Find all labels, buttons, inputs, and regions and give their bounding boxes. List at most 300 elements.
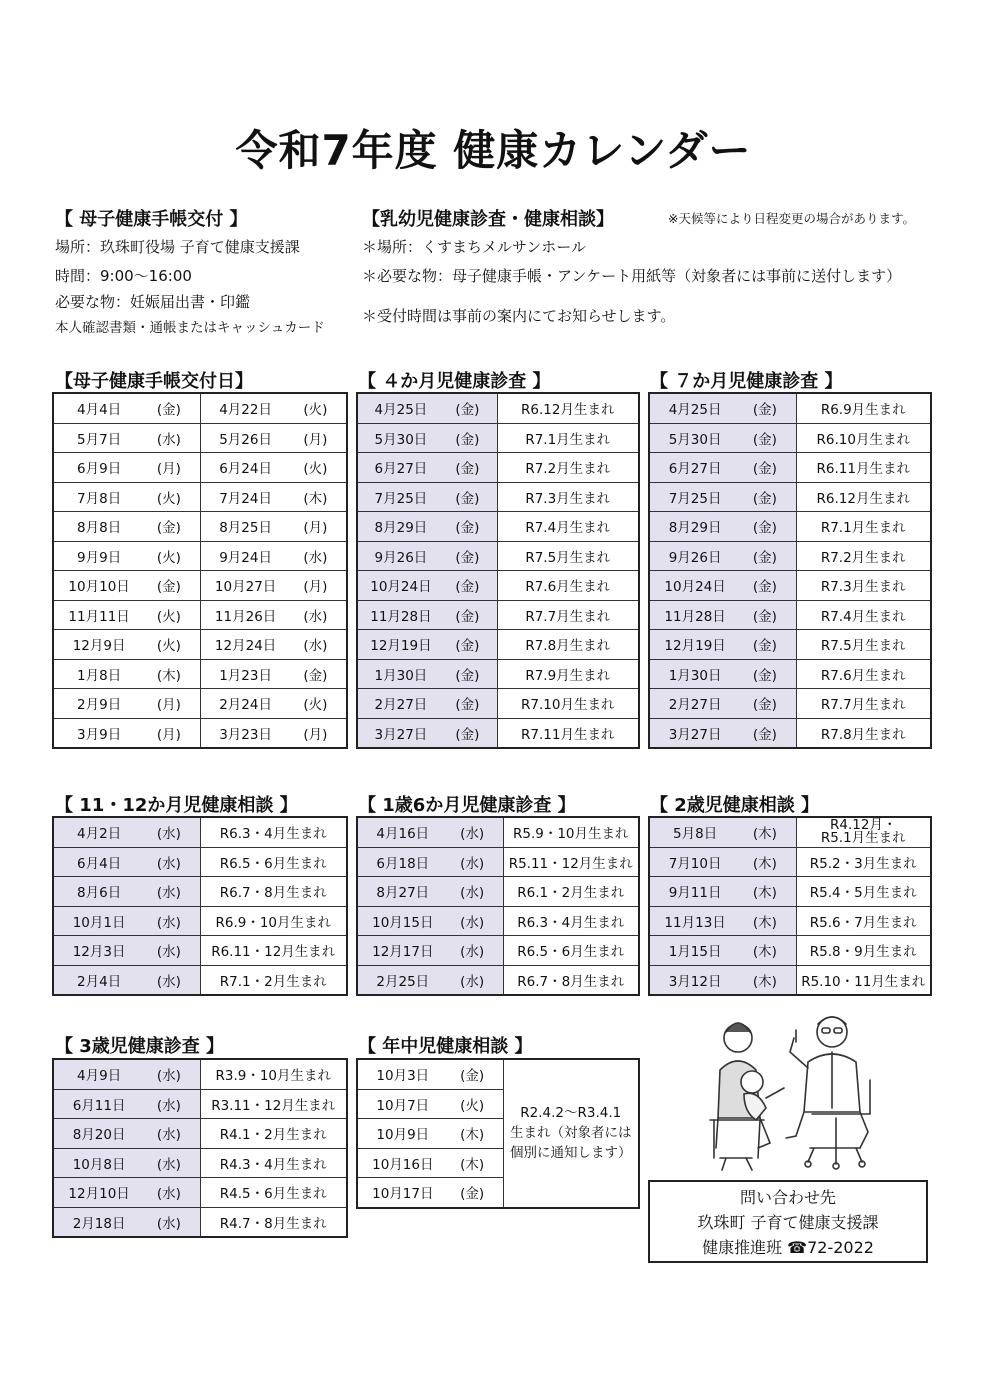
date-cell	[53, 393, 200, 423]
weekday: (金)	[303, 667, 328, 684]
weekday: (金)	[455, 549, 480, 566]
date-cell	[649, 817, 796, 847]
date: 2月9日	[77, 697, 122, 714]
date-cell	[649, 423, 796, 453]
birth-cell: R4.3・4月生まれ	[200, 1148, 347, 1178]
date-cell	[357, 541, 497, 571]
koufubi-table	[52, 392, 348, 749]
date: 1月23日	[219, 667, 272, 684]
weekday: (金)	[455, 697, 480, 714]
date: 3月27日	[668, 726, 722, 743]
birth-cell: R5.8・9月生まれ	[796, 936, 931, 966]
m1112-heading: 【 11・12か月児健康相談 】	[55, 795, 298, 816]
date-cell	[200, 393, 347, 423]
table-row	[357, 453, 639, 483]
table-row	[649, 423, 931, 453]
date-cell	[200, 453, 347, 483]
date-cell	[53, 600, 200, 630]
table-row	[53, 817, 347, 847]
date-cell	[357, 1059, 503, 1089]
date-cell	[53, 1059, 200, 1089]
weekday: (金)	[752, 667, 777, 684]
date-cell	[357, 600, 497, 630]
weekday: (金)	[752, 638, 777, 655]
weekday: (月)	[303, 579, 328, 596]
date: 7月24日	[219, 490, 272, 507]
weekday: (木)	[752, 826, 777, 843]
birth-cell	[796, 817, 931, 847]
weekday: (金)	[752, 490, 777, 507]
birth-line: R4.12月・	[830, 817, 897, 834]
nyuyoji-reception: ＊受付時間は事前の案内にてお知らせします。	[362, 307, 676, 325]
date-cell	[649, 630, 796, 660]
birth-cell: R6.1・2月生まれ	[503, 877, 639, 907]
date-cell	[649, 571, 796, 601]
weekday: (木)	[303, 490, 328, 507]
date-cell	[357, 847, 503, 877]
nyuyoji-heading: 【乳幼児健康診査・健康相談】	[362, 209, 614, 230]
date-cell	[357, 512, 497, 542]
birth-cell: R6.3・4月生まれ	[503, 906, 639, 936]
table-row	[357, 600, 639, 630]
date: 5月30日	[374, 431, 428, 448]
date: 12月19日	[664, 638, 726, 655]
date: 4月4日	[77, 402, 122, 419]
date-cell	[200, 659, 347, 689]
date-cell	[357, 482, 497, 512]
weekday: (月)	[303, 726, 328, 743]
weekday: (水)	[156, 826, 181, 843]
contact-department: 玖珠町 子育て健康支援課	[697, 1213, 879, 1232]
table-row	[357, 689, 639, 719]
weekday: (金)	[455, 667, 480, 684]
table-row	[649, 512, 931, 542]
weekday: (火)	[156, 608, 181, 625]
date-cell	[53, 1178, 200, 1208]
date-cell	[357, 817, 503, 847]
weekday: (水)	[303, 549, 328, 566]
date: 9月24日	[219, 549, 272, 566]
date-cell	[649, 512, 796, 542]
table-row	[649, 630, 931, 660]
date-cell	[649, 936, 796, 966]
weekday: (水)	[156, 855, 181, 872]
date: 4月25日	[374, 402, 428, 419]
table-row	[53, 630, 347, 660]
birth-cell: R7.6月生まれ	[796, 659, 931, 689]
date-cell	[200, 482, 347, 512]
weekday: (水)	[303, 638, 328, 655]
m7-table	[648, 392, 932, 749]
nyuyoji-needs: ＊必要な物：母子健康手帳・アンケート用紙等（対象者には事前に送付します）	[362, 267, 902, 285]
table-row	[357, 393, 639, 423]
weekday: (金)	[455, 431, 480, 448]
weekday: (金)	[752, 579, 777, 596]
birth-cell: R6.11月生まれ	[796, 453, 931, 483]
weekday: (金)	[752, 549, 777, 566]
date-cell	[53, 936, 200, 966]
weekday: (水)	[460, 826, 485, 843]
birth-cell: R6.3・4月生まれ	[200, 817, 347, 847]
birth-cell: R7.2月生まれ	[796, 541, 931, 571]
date-cell	[53, 847, 200, 877]
date: 11月26日	[214, 608, 277, 625]
date-cell	[53, 877, 200, 907]
birth-line: R5.1月生まれ	[820, 830, 906, 847]
date-cell	[53, 965, 200, 995]
date: 1月8日	[77, 667, 122, 684]
weekday: (木)	[156, 667, 181, 684]
weekday: (金)	[455, 402, 480, 419]
date-cell	[53, 906, 200, 936]
date: 3月12日	[668, 973, 722, 990]
date: 10月15日	[372, 914, 434, 931]
date: 7月10日	[668, 855, 722, 872]
date: 6月4日	[77, 855, 122, 872]
weekday: (月)	[303, 431, 328, 448]
boshi-time: 時間：9:00～16:00	[55, 267, 192, 285]
date: 4月2日	[77, 826, 122, 843]
table-row	[357, 906, 639, 936]
date-cell	[53, 482, 200, 512]
m4-table	[356, 392, 640, 749]
table-row	[649, 877, 931, 907]
date: 6月24日	[219, 461, 272, 478]
date-cell	[53, 817, 200, 847]
date-cell	[357, 718, 497, 748]
m1112-table	[52, 816, 348, 996]
y1m6-table	[356, 816, 640, 996]
weekday: (金)	[156, 579, 181, 596]
date-cell	[357, 1178, 503, 1208]
date-cell	[649, 906, 796, 936]
table-row	[53, 512, 347, 542]
table-row	[649, 847, 931, 877]
weekday: (木)	[752, 855, 777, 872]
date: 11月28日	[664, 608, 726, 625]
table-row	[357, 965, 639, 995]
table-row	[53, 423, 347, 453]
date: 3月27日	[374, 726, 428, 743]
birth-cell: R7.8月生まれ	[497, 630, 639, 660]
table-row	[53, 571, 347, 601]
date: 8月8日	[77, 520, 122, 537]
date: 11月11日	[68, 608, 130, 625]
date-cell	[649, 453, 796, 483]
birth-cell: R6.7・8月生まれ	[503, 965, 639, 995]
date: 10月24日	[370, 579, 432, 596]
date-cell	[357, 659, 497, 689]
date-cell	[200, 512, 347, 542]
date-cell	[357, 936, 503, 966]
date-cell	[53, 659, 200, 689]
birth-cell: R7.4月生まれ	[796, 600, 931, 630]
birth-cell: R6.10月生まれ	[796, 423, 931, 453]
date: 6月18日	[376, 855, 430, 872]
table-row	[53, 718, 347, 748]
weekday: (水)	[156, 914, 181, 931]
table-row	[53, 393, 347, 423]
birth-cell: R7.3月生まれ	[497, 482, 639, 512]
weekday: (金)	[455, 726, 480, 743]
date-cell	[357, 571, 497, 601]
nenchu-table	[356, 1058, 640, 1209]
date-cell	[649, 718, 796, 748]
date-cell	[200, 423, 347, 453]
date: 2月18日	[72, 1215, 126, 1232]
date: 5月26日	[219, 431, 272, 448]
weekday: (金)	[752, 726, 777, 743]
date-cell	[53, 512, 200, 542]
birth-cell: R7.6月生まれ	[497, 571, 639, 601]
birth-cell: R7.7月生まれ	[796, 689, 931, 719]
date: 12月24日	[214, 638, 277, 655]
date-cell	[649, 877, 796, 907]
weekday: (金)	[455, 638, 480, 655]
date: 4月22日	[219, 402, 272, 419]
date: 10月24日	[664, 579, 726, 596]
weekday: (木)	[752, 973, 777, 990]
date-cell	[357, 689, 497, 719]
y3-table	[52, 1058, 348, 1238]
weekday: (水)	[303, 608, 328, 625]
nenchu-heading: 【 年中児健康相談 】	[358, 1036, 533, 1057]
date-cell	[200, 571, 347, 601]
table-row	[649, 453, 931, 483]
date-cell	[357, 630, 497, 660]
date: 9月26日	[374, 549, 428, 566]
date-cell	[649, 482, 796, 512]
weekday: (水)	[156, 1215, 181, 1232]
date-cell	[649, 541, 796, 571]
date: 3月23日	[219, 726, 272, 743]
table-row	[649, 817, 931, 847]
birth-cell: R5.9・10月生まれ	[503, 817, 639, 847]
birth-cell: R7.8月生まれ	[796, 718, 931, 748]
table-row	[357, 847, 639, 877]
weekday: (水)	[156, 1097, 181, 1114]
weekday: (金)	[752, 520, 777, 537]
date: 4月25日	[668, 402, 722, 419]
date: 8月6日	[77, 885, 122, 902]
weekday: (月)	[156, 726, 181, 743]
date: 2月25日	[376, 973, 430, 990]
boshi-place: 場所：玖珠町役場 子育て健康支援課	[55, 238, 300, 256]
date-cell	[53, 541, 200, 571]
birth-cell: R4.5・6月生まれ	[200, 1178, 347, 1208]
weekday: (水)	[156, 431, 181, 448]
m4-heading: 【 ４か月児健康診査 】	[358, 371, 551, 392]
table-row	[357, 1059, 639, 1089]
date: 3月9日	[77, 726, 122, 743]
birth-cell: R6.12月生まれ	[497, 393, 639, 423]
weekday: (金)	[752, 608, 777, 625]
date-cell	[357, 1119, 503, 1149]
weekday: (水)	[460, 944, 485, 961]
birth-cell: R7.1月生まれ	[796, 512, 931, 542]
date: 12月10日	[68, 1186, 130, 1203]
table-row	[357, 423, 639, 453]
table-row	[649, 906, 931, 936]
date: 7月8日	[77, 490, 122, 507]
y2-table	[648, 816, 932, 996]
date-cell	[649, 600, 796, 630]
contact-heading: 問い合わせ先	[739, 1188, 836, 1207]
birth-cell: R7.4月生まれ	[497, 512, 639, 542]
birth-cell: R7.7月生まれ	[497, 600, 639, 630]
birth-cell: R5.4・5月生まれ	[796, 877, 931, 907]
weekday: (金)	[752, 461, 777, 478]
birth-cell: R3.11・12月生まれ	[200, 1089, 347, 1119]
date: 11月13日	[664, 914, 726, 931]
weekday: (木)	[460, 1156, 485, 1173]
date-cell	[53, 571, 200, 601]
table-row	[53, 1089, 347, 1119]
schedule-change-note: ※天候等により日程変更の場合があります。	[668, 211, 915, 226]
birth-cell: R7.5月生まれ	[796, 630, 931, 660]
weekday: (月)	[156, 461, 181, 478]
weekday: (水)	[156, 1186, 181, 1203]
date: 5月7日	[77, 431, 122, 448]
date: 11月28日	[370, 608, 432, 625]
date: 1月15日	[668, 944, 722, 961]
weekday: (金)	[752, 697, 777, 714]
weekday: (火)	[156, 549, 181, 566]
weekday: (木)	[460, 1127, 485, 1144]
table-row	[357, 936, 639, 966]
date-cell	[357, 877, 503, 907]
birth-cell: R7.1・2月生まれ	[200, 965, 347, 995]
date: 12月3日	[72, 944, 126, 961]
y2-heading: 【 2歳児健康相談 】	[650, 795, 820, 816]
date: 12月9日	[72, 638, 126, 655]
date-cell	[357, 965, 503, 995]
date: 6月27日	[374, 461, 428, 478]
date: 2月4日	[77, 973, 122, 990]
date-cell	[53, 1148, 200, 1178]
table-row	[53, 877, 347, 907]
date: 1月30日	[668, 667, 722, 684]
page-title: 令和7年度 健康カレンダー	[235, 126, 752, 175]
date: 10月7日	[376, 1097, 430, 1114]
birth-cell: R7.1月生まれ	[497, 423, 639, 453]
date-cell	[53, 1119, 200, 1149]
date: 7月25日	[374, 490, 428, 507]
date-cell	[649, 659, 796, 689]
birth-cell: R3.9・10月生まれ	[200, 1059, 347, 1089]
date-cell	[357, 1089, 503, 1119]
date: 6月27日	[668, 461, 722, 478]
table-row	[53, 659, 347, 689]
date-cell	[200, 689, 347, 719]
date: 10月16日	[372, 1156, 434, 1173]
table-row	[53, 1207, 347, 1237]
table-row	[649, 600, 931, 630]
date-cell	[649, 393, 796, 423]
weekday: (水)	[156, 973, 181, 990]
target-line: R2.4.2～R3.4.1	[520, 1105, 622, 1122]
weekday: (水)	[156, 944, 181, 961]
birth-cell: R6.7・8月生まれ	[200, 877, 347, 907]
weekday: (木)	[752, 914, 777, 931]
y3-heading: 【 3歳児健康診査 】	[55, 1036, 225, 1057]
table-row	[53, 541, 347, 571]
table-row	[53, 847, 347, 877]
birth-cell: R6.9月生まれ	[796, 393, 931, 423]
table-row	[357, 541, 639, 571]
koufubi-heading: 【母子健康手帳交付日】	[55, 371, 253, 392]
birth-cell: R6.5・6月生まれ	[200, 847, 347, 877]
date-cell	[53, 453, 200, 483]
weekday: (水)	[460, 973, 485, 990]
date: 4月9日	[77, 1068, 122, 1085]
birth-cell: R4.1・2月生まれ	[200, 1119, 347, 1149]
weekday: (金)	[455, 608, 480, 625]
table-row	[53, 1148, 347, 1178]
date: 10月17日	[372, 1186, 434, 1203]
date-cell	[357, 393, 497, 423]
table-row	[649, 571, 931, 601]
date: 9月26日	[668, 549, 722, 566]
table-row	[357, 482, 639, 512]
weekday: (火)	[460, 1097, 485, 1114]
birth-cell: R4.7・8月生まれ	[200, 1207, 347, 1237]
boshi-needs-2: 本人確認書類・通帳またはキャッシュカード	[55, 320, 325, 336]
table-row	[53, 965, 347, 995]
m7-heading: 【 ７か月児健康診査 】	[650, 371, 843, 392]
boshi-needs: 必要な物：妊娠届出書・印鑑	[55, 293, 251, 311]
date-cell	[357, 906, 503, 936]
date: 4月16日	[376, 826, 430, 843]
weekday: (火)	[303, 461, 328, 478]
table-row	[53, 936, 347, 966]
table-row	[357, 512, 639, 542]
date: 9月11日	[668, 885, 722, 902]
weekday: (金)	[460, 1068, 485, 1085]
date: 5月8日	[673, 826, 718, 843]
contact-phone: 健康推進班 ☎72-2022	[702, 1238, 874, 1257]
weekday: (金)	[455, 461, 480, 478]
date: 12月19日	[370, 638, 432, 655]
table-row	[357, 571, 639, 601]
table-row	[53, 482, 347, 512]
weekday: (水)	[460, 914, 485, 931]
nyuyoji-place: ＊場所：くすまちメルサンホール	[362, 238, 586, 256]
table-row	[649, 718, 931, 748]
weekday: (金)	[752, 431, 777, 448]
weekday: (火)	[156, 638, 181, 655]
date: 6月11日	[72, 1097, 126, 1114]
weekday: (水)	[460, 855, 485, 872]
weekday: (火)	[303, 697, 328, 714]
table-row	[649, 393, 931, 423]
date-cell	[649, 965, 796, 995]
birth-cell: R6.12月生まれ	[796, 482, 931, 512]
birth-cell: R7.3月生まれ	[796, 571, 931, 601]
date: 2月27日	[668, 697, 722, 714]
weekday: (水)	[156, 1068, 181, 1085]
date: 10月8日	[72, 1156, 126, 1173]
table-row	[649, 482, 931, 512]
table-row	[53, 1119, 347, 1149]
date: 9月9日	[77, 549, 122, 566]
target-line: 個別に通知します）	[510, 1145, 632, 1162]
weekday: (金)	[455, 520, 480, 537]
date-cell	[53, 630, 200, 660]
table-row	[357, 630, 639, 660]
date: 8月25日	[219, 520, 272, 537]
date: 8月20日	[72, 1127, 126, 1144]
